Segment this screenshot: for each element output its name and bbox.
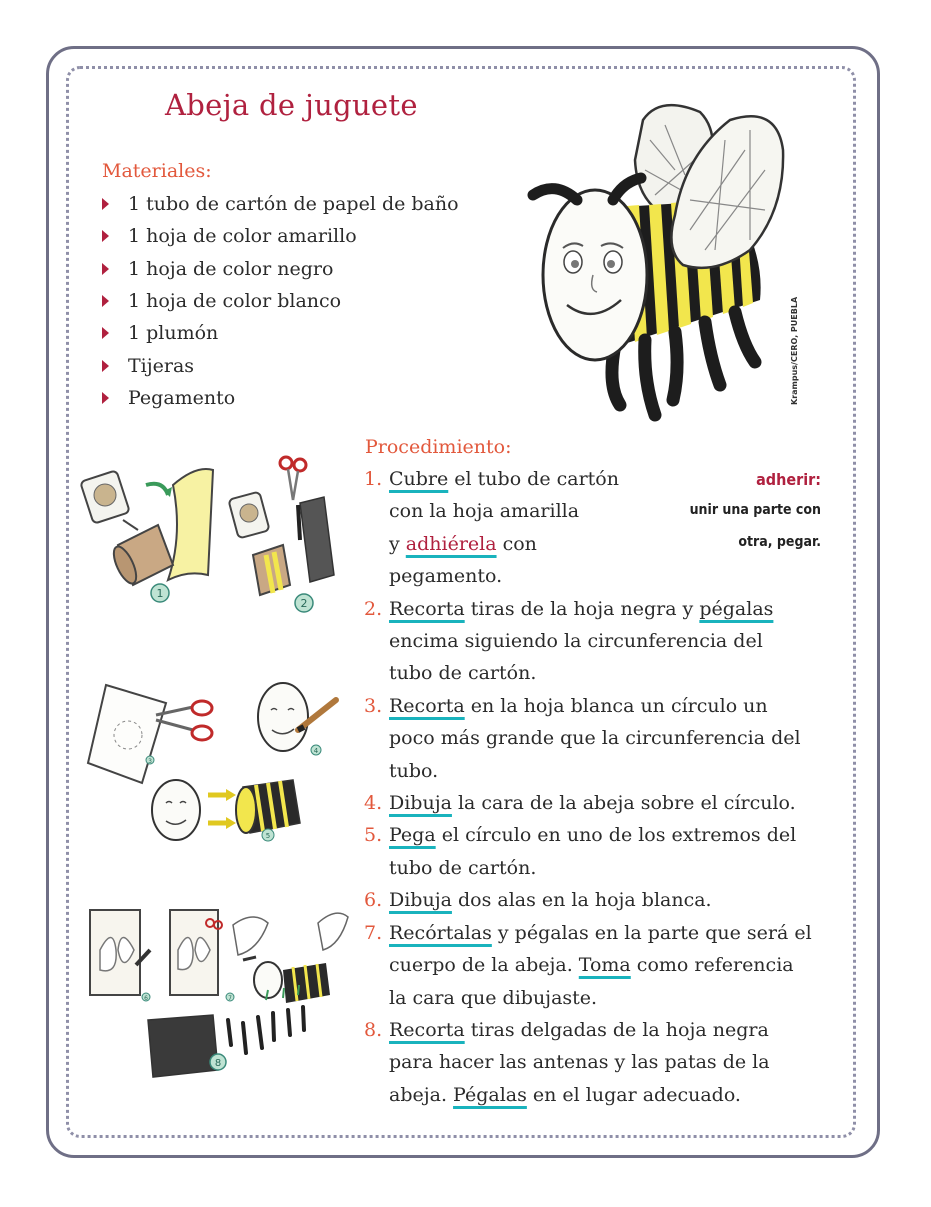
procedure-step bbox=[364, 917, 834, 1014]
procedure-step bbox=[364, 690, 834, 787]
illustration-number-7: 7 bbox=[228, 995, 232, 1002]
materials-list bbox=[100, 188, 459, 414]
step-line bbox=[389, 917, 834, 949]
procedure-step bbox=[364, 884, 834, 916]
step-line bbox=[389, 1079, 834, 1111]
bee-illustration bbox=[515, 100, 800, 430]
step-line bbox=[389, 625, 834, 657]
material-label: Pegamento bbox=[128, 386, 236, 409]
action-verb: Dibuja bbox=[389, 792, 452, 815]
step-text: pegamento. bbox=[389, 565, 503, 588]
action-verb: Recorta bbox=[389, 597, 465, 620]
step-text: poco más grande que la circunferencia del bbox=[389, 727, 801, 750]
step-line bbox=[389, 787, 834, 819]
page-title: Abeja de juguete bbox=[165, 88, 418, 122]
action-verb: Dibuja bbox=[389, 889, 452, 912]
materials-heading: Materiales: bbox=[102, 160, 212, 182]
action-verb: pégalas bbox=[699, 597, 774, 620]
step-number: 4. bbox=[364, 792, 383, 815]
bullet-arrow-icon bbox=[102, 327, 109, 339]
procedure-step bbox=[364, 819, 834, 884]
step-number: 5. bbox=[364, 824, 383, 847]
bullet-arrow-icon bbox=[102, 392, 109, 404]
bullet-arrow-icon bbox=[102, 263, 109, 275]
step-line bbox=[389, 819, 834, 851]
illustration-number-1: 1 bbox=[156, 587, 164, 600]
action-verb: Pega bbox=[389, 824, 436, 847]
illustration-step-3 bbox=[88, 685, 212, 783]
material-item bbox=[100, 349, 459, 381]
illustration-step-4 bbox=[258, 683, 336, 755]
step-text: tiras delgadas de la hoja negra bbox=[464, 1018, 769, 1041]
step-text: tubo de cartón. bbox=[389, 856, 537, 879]
action-verb: Toma bbox=[578, 954, 631, 977]
step-line bbox=[389, 690, 834, 722]
illustration-step-5 bbox=[152, 780, 300, 841]
steps-illustrations bbox=[78, 445, 363, 1085]
procedure-step bbox=[364, 1014, 834, 1111]
material-label: 1 tubo de cartón de papel de baño bbox=[128, 193, 459, 216]
action-verb: Cubre bbox=[389, 468, 449, 490]
step-text: el tubo de cartón bbox=[448, 468, 619, 490]
material-label: 1 hoja de color negro bbox=[128, 257, 334, 280]
material-item bbox=[100, 285, 459, 317]
step-text: abeja. bbox=[389, 1083, 454, 1106]
step-text: dos alas en la hoja blanca. bbox=[451, 889, 712, 912]
illustration-number-4: 4 bbox=[313, 747, 319, 755]
step-line bbox=[389, 722, 834, 754]
step-text: el círculo en uno de los extremos del bbox=[435, 824, 797, 847]
material-item bbox=[100, 382, 459, 414]
illustration-number-8: 8 bbox=[214, 1058, 222, 1069]
bee-face bbox=[543, 190, 647, 360]
step-text: la cara que dibujaste. bbox=[389, 986, 598, 1009]
glossary-box bbox=[690, 466, 821, 558]
material-item bbox=[100, 317, 459, 349]
bullet-arrow-icon bbox=[102, 360, 109, 372]
step-line bbox=[389, 1046, 834, 1078]
action-verb: Recórtalas bbox=[389, 921, 492, 944]
step-line bbox=[389, 1014, 834, 1046]
step-text: y bbox=[389, 532, 406, 555]
illustration-credit: Krampus/CERO, PUEBLA bbox=[790, 296, 799, 405]
bullet-arrow-icon bbox=[102, 295, 109, 307]
step-number: 1. bbox=[364, 468, 383, 490]
illustration-number-3: 3 bbox=[148, 758, 152, 765]
illustration-number-5: 5 bbox=[265, 832, 271, 840]
step-line bbox=[389, 593, 834, 625]
procedure-step bbox=[364, 787, 834, 819]
action-verb: Pégalas bbox=[453, 1083, 527, 1106]
illustration-number-6: 6 bbox=[144, 995, 148, 1002]
step-text: como referencia bbox=[630, 954, 794, 977]
step-line bbox=[389, 949, 834, 981]
procedure-steps bbox=[364, 463, 834, 1111]
step-number: 8. bbox=[364, 1018, 383, 1041]
step-line bbox=[389, 755, 834, 787]
step-text: con bbox=[496, 532, 537, 555]
step-number: 7. bbox=[364, 921, 383, 944]
action-verb: Recorta bbox=[389, 1018, 465, 1041]
step-line bbox=[389, 657, 834, 689]
glossary-definition-line: unir una parte con bbox=[689, 502, 821, 518]
procedure-step bbox=[364, 593, 834, 690]
material-label: 1 plumón bbox=[128, 322, 219, 345]
material-label: 1 hoja de color blanco bbox=[128, 290, 342, 313]
step-text: en el lugar adecuado. bbox=[526, 1083, 741, 1106]
step-text: tubo de cartón. bbox=[389, 662, 537, 685]
step-line bbox=[389, 560, 834, 592]
action-verb: adhiérela bbox=[405, 532, 497, 555]
step-text: para hacer las antenas y las patas de la bbox=[389, 1051, 770, 1074]
procedure-heading: Procedimiento: bbox=[365, 436, 512, 458]
material-label: Tijeras bbox=[128, 354, 195, 377]
step-line bbox=[389, 852, 834, 884]
step-number: 3. bbox=[364, 694, 383, 717]
material-label: 1 hoja de color amarillo bbox=[128, 225, 357, 248]
illustration-step-1 bbox=[80, 469, 213, 602]
step-text: tubo. bbox=[389, 759, 439, 782]
glossary-term: adherir: bbox=[756, 470, 821, 489]
step-number: 2. bbox=[364, 597, 383, 620]
material-item bbox=[100, 188, 459, 220]
step-line bbox=[389, 982, 834, 1014]
glossary-definition-line: otra, pegar. bbox=[738, 534, 821, 550]
action-verb: Recorta bbox=[389, 694, 465, 717]
illustration-step-2 bbox=[228, 457, 334, 612]
illustration-step-6 bbox=[90, 910, 150, 1002]
step-text: la cara de la abeja sobre el círculo. bbox=[451, 792, 796, 815]
bullet-arrow-icon bbox=[102, 230, 109, 242]
illustration-number-2: 2 bbox=[300, 597, 308, 610]
step-text: con la hoja amarilla bbox=[389, 500, 580, 523]
step-text: en la hoja blanca un círculo un bbox=[464, 694, 768, 717]
step-text: y pégalas en la parte que será el bbox=[491, 921, 812, 944]
material-item bbox=[100, 253, 459, 285]
step-text: cuerpo de la abeja. bbox=[389, 954, 579, 977]
step-line bbox=[389, 884, 834, 916]
step-number: 6. bbox=[364, 889, 383, 912]
step-text: encima siguiendo la circunferencia del bbox=[389, 630, 763, 653]
step-text: tiras de la hoja negra y bbox=[464, 597, 700, 620]
material-item bbox=[100, 220, 459, 252]
bullet-arrow-icon bbox=[102, 198, 109, 210]
